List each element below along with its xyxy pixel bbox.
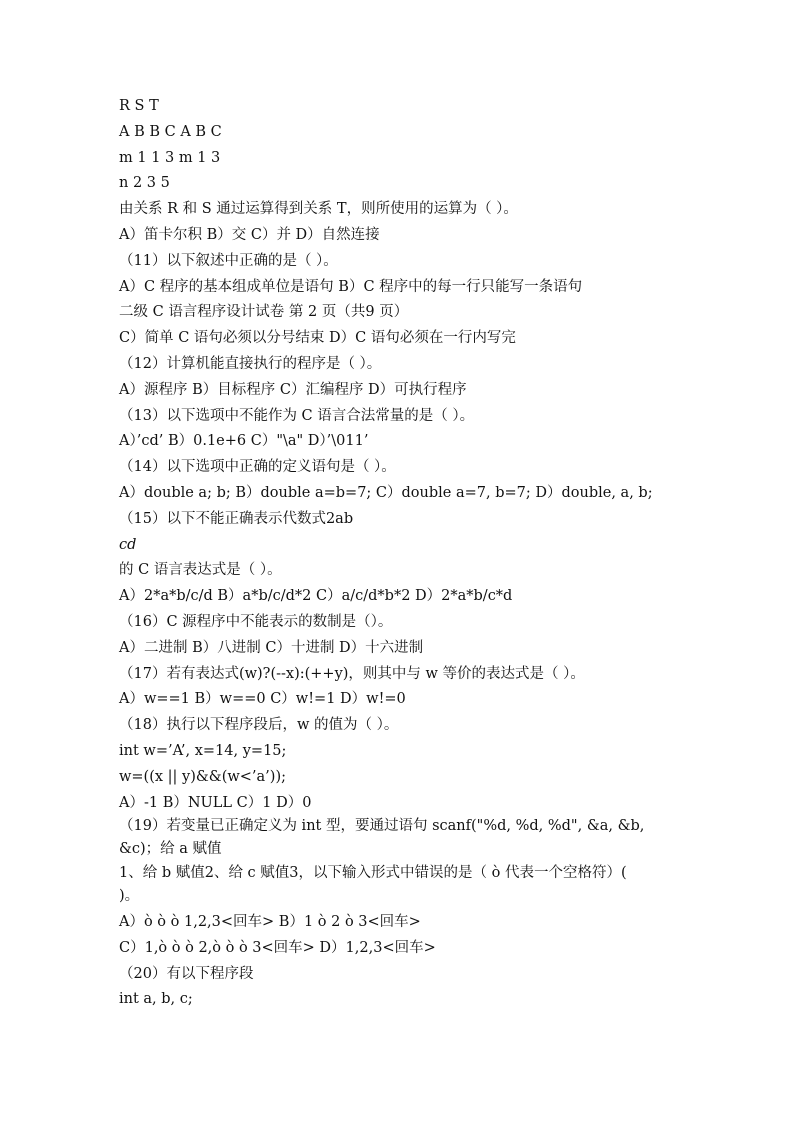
question-text: （16）C 源程序中不能表示的数制是（）。 (119, 613, 393, 630)
page-footer: 二级 C 语言程序设计试卷 第 2 页（共9 页） (119, 304, 409, 321)
question-text: （11）以下叙述中正确的是（ ）。 (119, 252, 338, 269)
question-text: （20）有以下程序段 (119, 965, 254, 982)
question-text: )。 (119, 888, 140, 905)
question-text: （12）计算机能直接执行的程序是（ ）。 (119, 355, 382, 372)
answer-options: C）1,ò ò ò 2,ò ò ò 3<回车> D）1,2,3<回车> (119, 939, 436, 956)
answer-options: A）二进制 B）八进制 C）十进制 D）十六进制 (119, 639, 424, 656)
answer-options: A）C 程序的基本组成单位是语句 B）C 程序中的每一行只能写一条语句 (119, 278, 583, 295)
question-text: （14）以下选项中正确的定义语句是（ ）。 (119, 459, 396, 476)
answer-options: A）源程序 B）目标程序 C）汇编程序 D）可执行程序 (119, 381, 467, 398)
page-content (119, 94, 689, 1013)
question-text: （13）以下选项中不能作为 C 语言合法常量的是（ ）。 (119, 407, 475, 424)
question-text: （18）执行以下程序段后，w 的值为（ ）。 (119, 717, 399, 734)
math-denominator: cd (119, 536, 137, 553)
code-line: int w=’A’, x=14, y=15; (119, 742, 287, 759)
question-text: 由关系 R 和 S 通过运算得到关系 T，则所使用的运算为（ ）。 (119, 201, 518, 218)
table-row-line: n 2 3 5 (119, 175, 170, 192)
answer-options: A）2*a*b/c/d B）a*b/c/d*2 C）a/c/d*b*2 D）2*a*b/c*d (119, 588, 513, 605)
question-text: &c)；给 a 赋值 (119, 841, 222, 858)
answer-options: A）double a; b; B）double a=b=7; C）double a=7, b=7; D）double, a, b; (119, 484, 653, 501)
table-row-line: m 1 1 3 m 1 3 (119, 149, 221, 166)
answer-options: A）ò ò ò 1,2,3<回车> B）1 ò 2 ò 3<回车> (119, 913, 421, 930)
answer-options: C）简单 C 语句必须以分号结束 D）C 语句必须在一行内写完 (119, 330, 516, 347)
question-text: （15）以下不能正确表示代数式2ab (119, 510, 354, 527)
question-text: 的 C 语言表达式是（ ）。 (119, 562, 282, 579)
question-text: （19）若变量已正确定义为 int 型，要通过语句 scanf("%d, %d, %d", &a, &b, (119, 818, 645, 835)
table-row-line: A B B C A B C (119, 123, 222, 140)
answer-options: A）w==1 B）w==0 C）w!=1 D）w!=0 (119, 691, 406, 708)
code-line: w=((x || y)&&(w<’a’)); (119, 768, 286, 785)
answer-options: A）笛卡尔积 B）交 C）并 D）自然连接 (119, 226, 380, 243)
answer-options: A）’cd’ B）0.1e+6 C）"\a" D）’\011’ (119, 433, 369, 450)
answer-options: A）-1 B）NULL C）1 D）0 (119, 794, 312, 811)
question-text: （17）若有表达式(w)?(--x):(++y)，则其中与 w 等价的表达式是（ ）。 (119, 665, 585, 682)
question-text: 1、给 b 赋值2、给 c 赋值3，以下输入形式中错误的是（ ò 代表一个空格符）( (119, 865, 627, 882)
table-header-line: R S T (119, 98, 159, 114)
code-line: int a, b, c; (119, 991, 193, 1008)
